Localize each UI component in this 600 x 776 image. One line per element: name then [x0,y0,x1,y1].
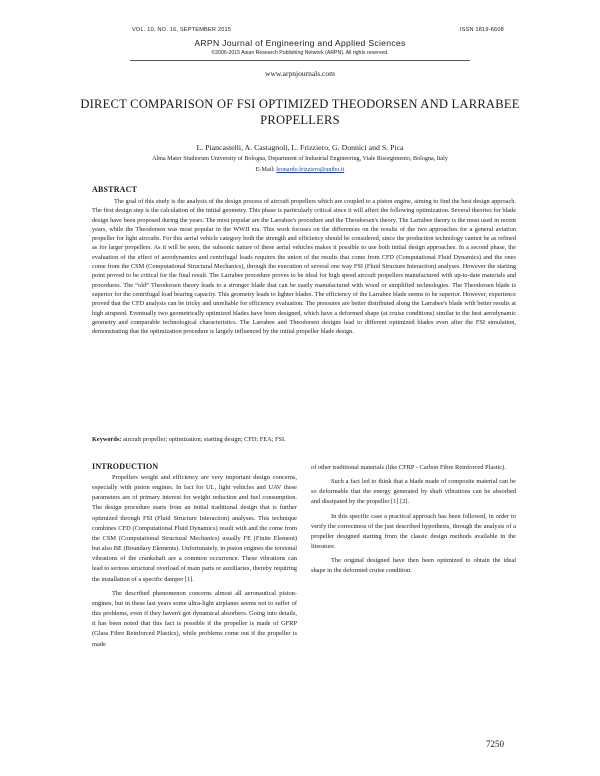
author-list: L. Piancastelli, A. Castagnoli, L. Frizziero, G. Donnici and S. Pica [196,143,404,152]
issn-line: ISSN 1819-6608 [459,27,504,33]
intro-paragraph: Propellers weight and efficiency are very important design concerns, especially with piston engines. In fact for UL, light vehicles and UAV these parameters are of primary interest for weight reduction and fuel consumption. The design procedure starts from an initial traditional design that is further optimized through FSI (Fluid Structure Interaction) analyses. This technique combines CFD (Computational Fluid Dynamics) result with and the come from the CSM (Computational Structural Mechanics) usually FE (Finite Element) but also BE (Boundary Elements). Unfortunately, in piston engines the torsional vibrations of the crankshaft are a common occurrence. These vibrations can lead to serious structural overload of main parts or auxiliaries, thereby requiring the installation of a specific damper [1]. [92,474,297,583]
keywords-line [92,436,286,443]
volume-line: VOL. 10, NO. 16, SEPTEMBER 2015 [132,27,232,33]
introduction-right-column [311,463,516,581]
email-line [0,167,600,173]
introduction-left-column [92,473,297,654]
journal-title: ARPN Journal of Engineering and Applied Sciences [194,38,406,48]
email-label: E-Mail: [255,167,275,173]
journal-url[interactable]: www.arpnjournals.com [265,69,335,78]
abstract-heading: ABSTRACT [92,185,138,194]
intro-paragraph: Such a fact led to think that a blade made of composite material can be so deformable that the energy generated by shaft vibrations can be absorbed and dissipated by the propeller [1] [2]. [311,478,516,506]
header-divider [130,60,470,61]
intro-paragraph: The described phenomenon concerns almost all aeronautical piston-engines, but in these last years some ultra-light airplanes seems not to suffer of this problems, even if they haven't got dynamical absorbers. Going into details, it has been noted that this fact is possible if the propeller is made of GFRP (Glass Fibre Reinforced Plastics), while problems come out if the propeller is made [92,589,297,648]
keywords-text: aircraft propeller; optimization; starting design; CFD; FEA; FSI. [122,436,286,443]
affiliation: Alma Mater Studiorum University of Bologna, Department of Industrial Engineering, Viale Risorgimento, Bologna, Italy [152,156,448,162]
page-number: 7250 [486,739,504,749]
introduction-heading: INTRODUCTION [92,462,159,471]
copyright-line: ©2006-2015 Asian Research Publishing Network (ARPN). All rights reserved. [211,50,389,56]
paper-title: DIRECT COMPARISON OF FSI OPTIMIZED THEODORSEN AND LARRABEE PROPELLERS [80,97,520,127]
keywords-label: Keywords: [92,436,122,443]
intro-paragraph: In this specific case a practical approach has been followed, in order to verify the correctness of the just described hypothesis, through the analysis of a propeller designed starting from the classic design methods available in the literature. [311,512,516,551]
email-link[interactable]: leonardo.frizziero@unibo.it [276,167,345,173]
abstract-text: The goal of this study is the analysis of the design process of aircraft propellers which are coupled to a piston engine, aiming to find the best design approach. The first design step is the calculation of the initial geometry. This phase is particularly critical since it will affect the following optimization. Several theories for blade design have been proposed during the years. The most popular are the Larrabee's procedure and the Theodorsen's theory. The Larrabee theory is the most used in recent years, while the Theodorsen was most popular in the WWII era. This work focuses on the differences on the results of the two approaches for a general aviation propeller for light aircrafts. For this aerial vehicle category both the strength and efficiency should be considered, since the production technology cannot be as refined as for larger propellers. As it will be seen, the subsonic nature of these aerial vehicles makes it possible to use both initial design approaches. In a second phase, the evaluation of the effect of aerodynamics and centrifugal loads requires the union of the results that come from CFD (Computational Fluid Dynamics) and the ones come from the CSM (Computational Structural Mechanics), through the execution of several one way FSI (Fluid Structure Interaction) analyses. However the starting point proved to be critical for the final result. The Larrabee procedure proves to be ideal for high speed aircraft propellers manufactured with up-to-date materials and procedures. The “old” Theodorsen theory leads to a stronger blade that can be easily manufactured with wood or simplified technologies. The Theodorsen blade is superior for the centrifugal load bearing capacity. This geometry leads to lighter blades. The efficiency of the Larrabee blade seems to be superior. However, experience proved that the CFD analysis can be tricky and unreliable for efficiency evaluation. The pressures are better distributed along the Larrabee's blade with better results at high airspeed. Eventually two geometrically optimized blades have been designed, which have a deformed shape (at cruise conditions) similar to the best aerodynamic geometry and comparable technological characteristics. The Larrabee and Theodorsen designs lead to different optimized blades even after the FSI simulation, demonstrating that the optimization procedure is largely influenced by the initial propeller blade design. [92,198,516,336]
intro-paragraph: The original designed have then been optimized to obtain the ideal shape in the deformed cruise condition. [311,557,516,575]
intro-paragraph: of other traditional materials (like CFRP - Carbon Fibre Reinforced Plastic). [311,464,506,471]
